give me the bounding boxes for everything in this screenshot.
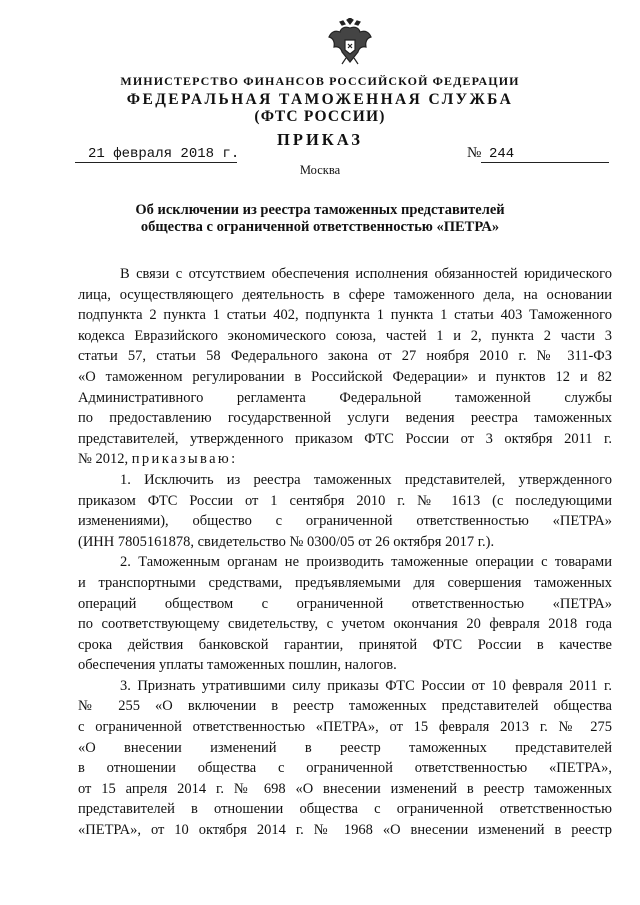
document-type: ПРИКАЗ <box>277 130 363 149</box>
body-line: Административного регламента Федеральной таможенной службы <box>78 389 612 406</box>
subject-line: Об исключении из реестра таможенных представителей <box>135 202 505 218</box>
preamble-end: № 2012, <box>78 451 129 468</box>
body-line: подпункта 2 пункта 1 статьи 402, подпункта 1 пункта 1 статьи 403 Таможенного <box>78 307 612 324</box>
body-line <box>78 449 612 470</box>
body-line: представителей в отношении общества с ограниченной ответственностью <box>78 801 612 818</box>
body-line: «О таможенном регулировании в Российской Федерации» и пунктов 12 и 82 <box>78 368 612 385</box>
body-line: обеспечения уплаты таможенных пошлин, налогов. <box>78 657 397 674</box>
body-line: приказом ФТС России от 1 сентября 2010 г. № 1613 (с последующими <box>78 492 612 509</box>
body-line: В связи с отсутствием обеспечения исполнения обязанностей юридического <box>120 266 612 282</box>
city: Москва <box>299 163 341 177</box>
body-line: лица, осуществляющего деятельность в сфере таможенного дела, на основании <box>78 286 612 303</box>
body-line: «О внесении изменений в реестр таможенных представителей <box>78 739 612 756</box>
number-sign: № <box>467 145 482 161</box>
ministry-name: МИНИСТЕРСТВО ФИНАНСОВ РОССИЙСКОЙ ФЕДЕРАЦИИ <box>120 74 520 88</box>
service-short-name: (ФТС РОССИИ) <box>254 108 386 125</box>
body-line: срока действия банковской гарантии, принятой ФТС России в качестве <box>78 636 612 653</box>
body-line: по предоставлению государственной услуги ведения реестра таможенных <box>78 410 612 427</box>
order-subject <box>0 202 640 236</box>
body-line: 1. Исключить из реестра таможенных представителей, утвержденного <box>120 471 612 488</box>
body-line: «ПЕТРА», от 10 октября 2014 г. № 1968 «О внесении изменений в реестр <box>78 822 612 839</box>
order-date: 21 февраля 2018 г. <box>88 146 240 162</box>
coat-of-arms-icon <box>327 18 373 68</box>
body-line: изменениями), общество с ограниченной ответственностью «ПЕТРА» <box>78 513 612 530</box>
body-line: по соответствующему свидетельству, с учетом окончания 20 февраля 2018 года <box>78 616 612 633</box>
order-number: 244 <box>489 146 515 162</box>
order-body <box>78 264 612 841</box>
body-line: от 15 апреля 2014 г. № 698 «О внесении изменений в реестр таможенных <box>78 780 612 797</box>
body-line: (ИНН 7805161878, свидетельство № 0300/05 от 26 октября 2017 г.). <box>78 533 495 550</box>
service-name: ФЕДЕРАЛЬНАЯ ТАМОЖЕННАЯ СЛУЖБА <box>126 91 514 108</box>
body-line: кодекса Евразийского экономического союза, частей 1 и 2, пункта 2 части 3 <box>78 327 612 344</box>
subject-line: общества с ограниченной ответственностью «ПЕТРА» <box>140 219 500 235</box>
body-line: 2. Таможенным органам не производить таможенные операции с товарами <box>120 554 612 571</box>
body-line: в отношении общества с ограниченной ответственностью «ПЕТРА», <box>78 760 612 777</box>
body-line: статьи 57, статьи 58 Федерального закона от 27 ноября 2010 г. № 311-ФЗ <box>78 348 612 365</box>
body-line: представителей, утвержденного приказом ФТС России от 3 октября 2011 г. <box>78 430 612 447</box>
body-line: с ограниченной ответственностью «ПЕТРА», от 15 февраля 2013 г. № 275 <box>78 719 612 736</box>
body-line: № 255 «О включении в реестр таможенных представителей общества <box>78 698 612 715</box>
body-line: 3. Признать утратившими силу приказы ФТС России от 10 февраля 2011 г. <box>120 677 612 694</box>
body-line: операций обществом с ограниченной ответственностью «ПЕТРА» <box>78 595 612 612</box>
body-line: и транспортными средствами, предъявляемыми для совершения таможенных <box>78 574 612 591</box>
order-word: приказываю: <box>131 451 238 468</box>
